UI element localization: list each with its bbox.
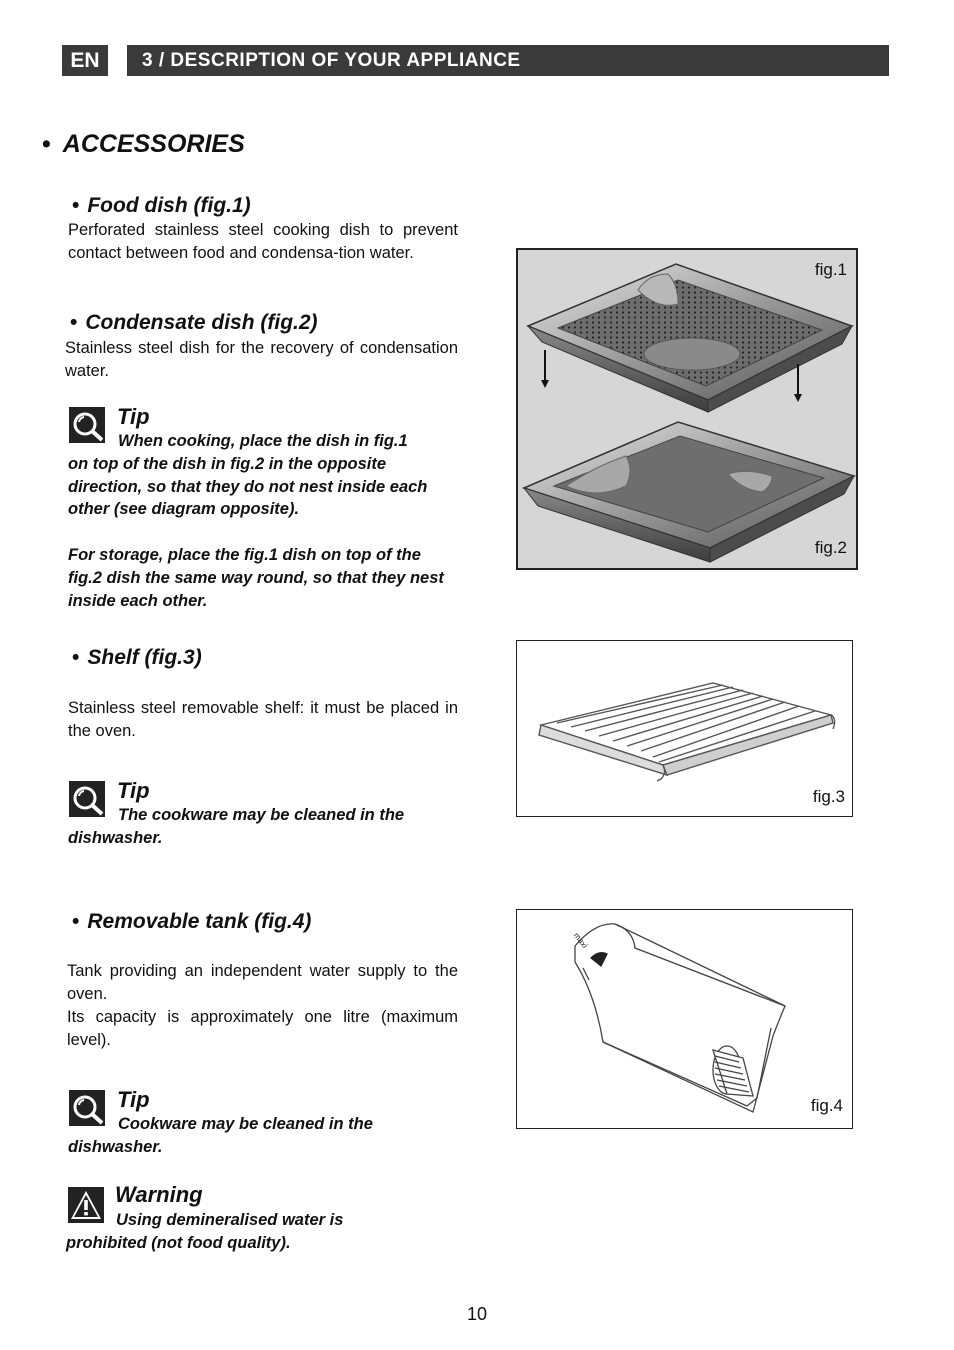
condensate-dish-drawing bbox=[524, 422, 854, 562]
tank-text-1: Tank providing an independent water supply to the oven. bbox=[67, 962, 458, 1003]
chapter-header: 3 / DESCRIPTION OF YOUR APPLIANCE bbox=[127, 45, 889, 76]
warning-title: Warning bbox=[115, 1182, 203, 1207]
figure-label: fig.3 bbox=[812, 787, 845, 806]
dish-illustration bbox=[518, 250, 856, 568]
warning-text bbox=[66, 1209, 456, 1255]
section-title-text: ACCESSORIES bbox=[62, 130, 245, 158]
page-number: 10 bbox=[466, 1304, 488, 1324]
tank-heading bbox=[72, 910, 311, 934]
tip-title: Tip bbox=[117, 404, 150, 429]
figure-label: fig.1 bbox=[814, 260, 847, 279]
food-dish-title: Food dish (fig.1) bbox=[87, 194, 251, 217]
tip-text-line1: When cooking, place the dish in fig.1 bbox=[118, 432, 408, 450]
warning-text-line1: Using demineralised water is bbox=[116, 1211, 344, 1229]
tank-drawing bbox=[575, 924, 785, 1112]
condensate-dish-text: Stainless steel dish for the recovery of condensation water. bbox=[65, 339, 458, 380]
condensate-dish-heading bbox=[70, 311, 318, 335]
shelf-heading bbox=[72, 646, 202, 670]
food-dish-drawing bbox=[528, 264, 852, 412]
language-badge: EN bbox=[62, 45, 108, 76]
condensate-dish-title: Condensate dish (fig.2) bbox=[85, 311, 318, 334]
tip-text bbox=[68, 430, 458, 521]
dish-figure-panel bbox=[516, 248, 858, 570]
figure-label: fig.2 bbox=[814, 538, 847, 557]
tip-title: Tip bbox=[117, 778, 150, 803]
tip-text bbox=[68, 1113, 458, 1159]
tip-text-line1: Cookware may be cleaned in the bbox=[118, 1115, 373, 1133]
shelf-title: Shelf (fig.3) bbox=[87, 646, 202, 669]
shelf-illustration bbox=[517, 641, 852, 816]
tank-illustration bbox=[517, 910, 852, 1128]
shelf-drawing bbox=[539, 683, 835, 781]
maxi-label: maxi bbox=[571, 931, 590, 950]
tip-text bbox=[68, 804, 458, 850]
tip-text-rest: dishwasher. bbox=[68, 1137, 163, 1156]
tank-text-2: Its capacity is approximately one litre (maximum level). bbox=[67, 1008, 458, 1049]
shelf-text: Stainless steel removable shelf: it must be placed in the oven. bbox=[68, 699, 458, 740]
bullet: • bbox=[72, 646, 80, 669]
tank-title: Removable tank (fig.4) bbox=[87, 910, 312, 933]
bullet: • bbox=[72, 194, 80, 217]
tank-figure-panel bbox=[516, 909, 853, 1129]
tank-text bbox=[67, 960, 458, 1052]
food-dish-heading bbox=[72, 194, 251, 218]
figure-label: fig.4 bbox=[810, 1096, 843, 1115]
tip-text-rest: on top of the dish in fig.2 in the opposite direction, so that they do not nest inside each other (see diagram opposite). bbox=[68, 454, 428, 519]
tip-storage-text: For storage, place the fig.1 dish on top of the fig.2 dish the same way round, so that they nest inside each other. bbox=[68, 546, 444, 610]
tip-text-line1: The cookware may be cleaned in the bbox=[118, 806, 405, 824]
food-dish-text: Perforated stainless steel cooking dish to prevent contact between food and condensa-tion water. bbox=[68, 221, 458, 262]
warning-text-rest: prohibited (not food quality). bbox=[66, 1233, 291, 1252]
tip-text-rest: dishwasher. bbox=[68, 828, 163, 847]
section-title bbox=[42, 130, 245, 159]
tip-title: Tip bbox=[117, 1087, 150, 1112]
bullet: • bbox=[70, 311, 78, 334]
bullet: • bbox=[42, 130, 51, 158]
shelf-figure-panel bbox=[516, 640, 853, 817]
bullet: • bbox=[72, 910, 80, 933]
